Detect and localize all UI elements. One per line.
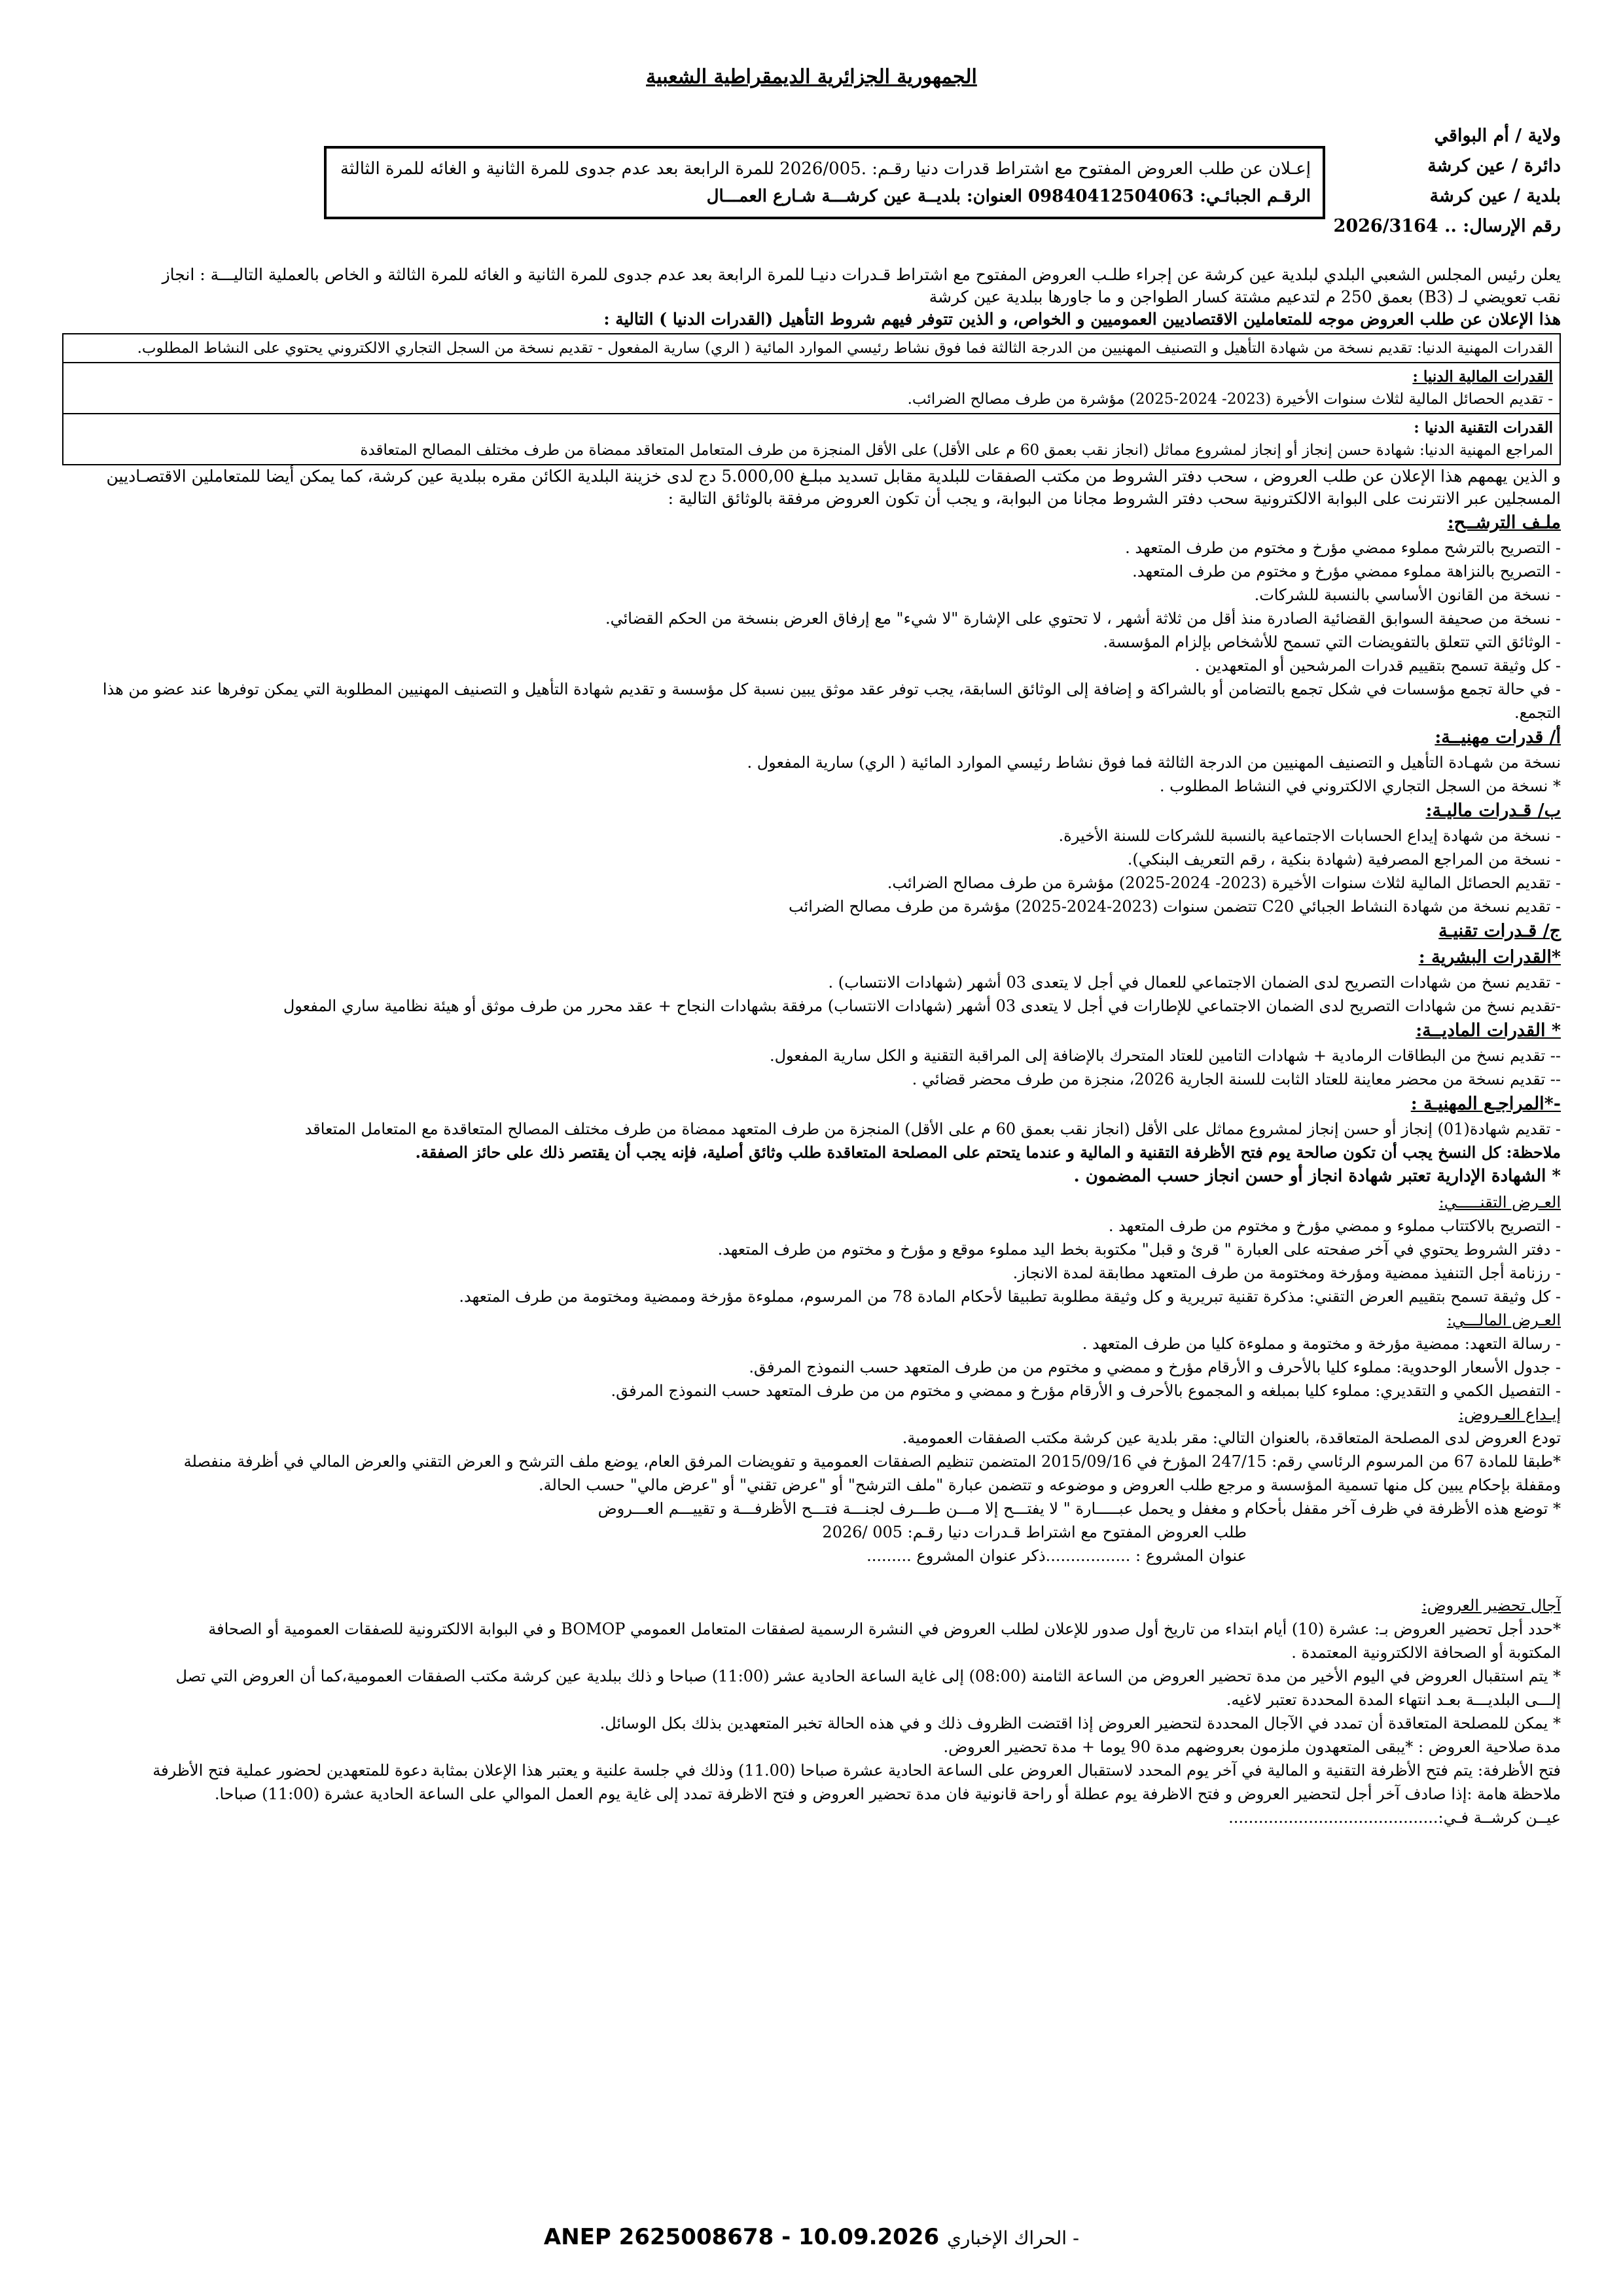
intro-line: نقب تعويضي لـ (B3) بعمق 250 م لتدعيم مشتة كسار الطواجن و ما جاورها ببلدية عين كرشة [929, 287, 1561, 306]
newspaper-name: الحراك الإخباري - [946, 2227, 1080, 2249]
list-item: -تقديم نسخ من شهادات التصريح لدى الضمان الاجتماعي للإطارات في أجل لا يتعدى 03 أشهر (شهادات الانتساب) مرفقة بشهادات النجاح + عقد محرر من طرف موثق أو هيئة نظامية ساري المفعول [283, 997, 1561, 1015]
list-item: - نسخة من المراجع المصرفية (شهادة بنكية ، رقم التعريف البنكي). [1127, 850, 1561, 869]
intro-line: يعلن رئيس المجلس الشعبي البلدي لبلدية عين كرشة عن إجراء طلـب العروض المفتوح مع اشتراط قـدرات دنيـا للمرة الرابعة بعد عدم جدوى للمرة الثانية و الغائه للمرة الثالثة و الخاص بالعملية التاليـــة : انجاز [162, 265, 1561, 284]
technical-title: ج/ قـدرات تقنيـة [1438, 921, 1561, 941]
withdrawal [62, 465, 1561, 510]
deposit-title: إيـداع العـروض: [1458, 1405, 1561, 1424]
list-item: * يمكن للمصلحة المتعاقدة أن تمدد في الآجال المحددة لتحضير العروض إذا اقتضت الظروف ذلك و في هذه الحالة تخبر المتعهدين بذلك بكل الوسائل. [599, 1714, 1561, 1732]
deadlines-title: آجال تحضير العروض: [1421, 1596, 1561, 1615]
note: * الشهادة الإدارية تعتبر شهادة انجاز أو حسن انجاز حسب المضمون . [1073, 1166, 1561, 1186]
opening: فتح الأظرفة: يتم فتح الأظرفة التقنية و المالية في آخر يوم المحدد لاستقبال العروض على الساعة الحادية عشرة صباحا (11.00) وذلك في جلسة علنية و يعتبر هذا الإعلان بمثابة دعوة للمتعهدين لحضور عملية فتح الأظرفة [152, 1761, 1561, 1780]
financial-qualifications-text: - تقديم الحصائل المالية لثلاث سنوات الأخيرة (2023- 2024-2025) مؤشرة من طرف مصالح الضرائب. [907, 391, 1553, 408]
list-item: - التصريح بالنزاهة مملوء ممضي مؤرخ و مختوم من طرف المتعهد. [1132, 562, 1561, 581]
republic-title: الجمهورية الجزائرية الديمقراطية الشعبية [646, 65, 977, 88]
list-item: *حدد أجل تحضير العروض بـ: عشرة (10) أيام ابتداء من تاريخ أول صدور للإعلان لطلب العروض في النشرة الرسمية لصفقات المتعامل العمومي BOMOP و في البوابة الالكترونية للصفقات العمومية أو الصحافة [208, 1620, 1561, 1638]
human-title: *القدرات البشرية : [1418, 947, 1561, 967]
reference-number: رقم الإرسال: .. 2026/3164 [1333, 216, 1561, 236]
footer [0, 2224, 1623, 2250]
professional-qualifications: القدرات المهنية الدنيا: تقديم نسخة من شهادة التأهيل و التصنيف المهنيين من الدرجة الثالثة فما فوق نشاط رئيسي الموارد المائية ( الري) سارية المفعول - تقديم نسخة من السجل التجاري الالكتروني يحتوي على النشاط المطلوب. [63, 334, 1560, 363]
list-item: * توضع هذه الأظرفة في ظرف آخر مقفل بأحكام و مغفل و يحمل عبـــــارة " لا يفتـــح إلا مـــن طـــرف لجنـــة فتـــح الأظرفـــة و تقييـــم العـــروض [597, 1499, 1561, 1518]
list-item: - تقديم نسخ من شهادات التصريح لدى الضمان الاجتماعي للعمال في أجل لا يتعدى 03 أشهر (شهادات الانتساب) . [828, 973, 1561, 992]
list-item: - رزنامة أجل التنفيذ ممضية ومؤرخة ومختومة من طرف المتعهد مطابقة لمدة الانجاز. [1012, 1264, 1561, 1282]
candidacy-list [62, 536, 1561, 725]
list-item: -- تقديم نسخة من محضر معاينة للعتاد الثابت للسنة الجارية 2026، منجزة من طرف محضر قضائي . [912, 1070, 1561, 1088]
list-item: - كل وثيقة تسمح بتقييم العرض التقني: مذكرة تقنية تبريرية و كل وثيقة مطلوبة تطبيقا لأحكام المادة 78 من المرسوم، مملوءة مؤرخة وممضية ومختومة من طرف المتعهد. [459, 1287, 1561, 1306]
list-item: - التصريح بالاكتتاب مملوء و ممضي مؤرخ و مختوم من طرف المتعهد . [1108, 1217, 1561, 1235]
financial-qualifications [63, 363, 1560, 414]
list-item: عنوان المشروع : .................ذكر عنوان المشروع ......... [866, 1547, 1247, 1565]
withdrawal-line: المسجلين عبر الانترنت على البوابة الالكترونية سحب دفتر الشروط مجانا من البوابة، و يجب أن تكون العروض مرفقة بالوثائق التالية : [668, 489, 1561, 508]
list-item: إلـــى البلديـــة بعـد انتهاء المدة المحددة تعتبر لاغيه. [1226, 1691, 1561, 1709]
candidacy-title: ملـف الترشــح: [1447, 512, 1561, 533]
list-item: - تقديم الحصائل المالية لثلاث سنوات الأخيرة (2023- 2024-2025) مؤشرة من طرف مصالح الضرائب. [887, 874, 1561, 892]
note: ملاحظة: كل النسخ يجب أن تكون صالحة يوم فتح الأظرفة التقنية و المالية و عندما يتحتم على المصلحة المتعاقدة طلب وثائق أصلية، فإنه يجب أن يقتصر ذلك على حائز الصفقة. [415, 1143, 1561, 1162]
list-item: -- تقديم نسخ من البطاقات الرمادية + شهادات التامين للعتاد المتحرك بالإضافة إلى المراقبة التقنية و الكل سارية المفعول. [769, 1047, 1561, 1065]
technical-offer-title: العـرض التقنـــــي: [1438, 1193, 1561, 1211]
list-item: - التصريح بالترشح مملوء ممضي مؤرخ و مختوم من طرف المتعهد . [1125, 539, 1561, 557]
list-item: - تقديم شهادة(01) إنجاز أو حسن إنجاز لمشروع مماثل على الأقل (انجاز نقب بعمق 60 م على الأقل) المنجزة من طرف المتعهد ممضاة من طرف مختلف المصالح المتعاقدة مع المتعامل المتعاقد [304, 1120, 1561, 1138]
daira: دائرة / عين كرشة [1427, 156, 1561, 176]
material-title: * القدرات الماديــة: [1416, 1020, 1561, 1041]
financial-qualifications-title: القدرات المالية الدنيا : [1412, 368, 1553, 386]
list-item: - جدول الأسعار الوحدوية: مملوء كليا بالأحرف و الأرقام مؤرخ و ممضي و مختوم من من طرف المتعهد حسب النموذج المرفق. [749, 1358, 1561, 1376]
list-item: المكتوبة أو الصحافة الالكترونية المعتمدة . [1291, 1643, 1561, 1662]
technical-qualifications-title: القدرات التقنية الدنيا : [1414, 419, 1553, 437]
list-item: - دفتر الشروط يحتوي في آخر صفحته على العبارة " قرئ و قبل" مكتوبة بخط اليد مملوء موقع و مؤرخ و مختوم من طرف المتعهد. [717, 1240, 1561, 1259]
technical-qualifications-text: المراجع المهنية الدنيا: شهادة حسن إنجاز أو إنجاز لمشروع مماثل (انجاز نقب بعمق 60 م على الأقل) على الأقل المنجزة من طرف المتعامل المتعاقد ممضاة من طرف مختلف المصالح المتعاقدة [360, 442, 1553, 459]
list-item: ومقفلة بإحكام يبين كل منها تسمية المؤسسة و مرجع طلب العروض و موضوعه و تتضمن عبارة "ملف الترشح" أو "عرض تقني" أو "عرض مالي" حسب الحالة. [539, 1476, 1561, 1494]
admin-info [1334, 121, 1561, 242]
professional-title: أ/ قدرات مهنيــة: [1435, 727, 1561, 747]
place-date: عيــن كرشــة فـي:.......................................... [1228, 1808, 1561, 1827]
wilaya: ولاية / أم البواقي [1434, 126, 1561, 146]
list-item: * نسخة من السجل التجاري الالكتروني في النشاط المطلوب . [1159, 777, 1561, 795]
list-item: - في حالة تجمع مؤسسات في شكل تجمع بالتضامن أو بالشراكة و إضافة إلى الوثائق السابقة، يجب توفر عقد موثق يبين نسبة كل مؤسسة و تقديم شهادة التأهيل و التصنيف المهنيين المطلوبة التي يمكن توفرها عند عضو من هذا التجمع. [102, 680, 1561, 722]
notice-title: إعـلان عن طلب العروض المفتوح مع اشتراط قدرات دنيا رقـم: .2026/005 للمرة الرابعة بعد عدم جدوى للمرة الثانية و الغائه للمرة الثالثة [340, 159, 1311, 179]
list-item: *طبقا للمادة 67 من المرسوم الرئاسي رقم: 247/15 المؤرخ في 2015/09/16 المتضمن تنظيم الصفقات العمومية و تفويضات المرفق العام، يوضع ملف الترشح و العرض التقني والعرض المالي في أظرفة منفصلة [183, 1452, 1561, 1471]
list-item: - كل وثيقة تسمح بتقييم قدرات المرشحين أو المتعهدين . [1194, 656, 1561, 675]
commune: بلدية / عين كرشة [1429, 186, 1561, 206]
list-item: نسخة من شهـادة التأهيل و التصنيف المهنيين من الدرجة الثالثة فما فوق نشاط رئيسي الموارد المائية ( الري) سارية المفعول . [747, 753, 1561, 772]
financial-offer-title: العـرض المالـــي: [1446, 1311, 1561, 1329]
withdrawal-line: و الذين يهمهم هذا الإعلان عن طلب العروض ، سحب دفتر الشروط من مكتب الصفقات للبلدية مقابل تسديد مبلـغ 5.000,00 دج لدى خزينة البلدية الكائن مقره ببلدية عين كرشة، كما يمكن أيضا للمتعاملين الاقتصـاديين [106, 467, 1561, 486]
list-item: - رسالة التعهد: ممضية مؤرخة و مختومة و مملوءة كليا من طرف المتعهد . [1082, 1335, 1561, 1353]
list-item: * يتم استقبال العروض في اليوم الأخير من مدة تحضير العروض من الساعة الثامنة (08:00) إلى غاية الساعة الحادية عشر (11:00) صباحا و ذلك ببلدية عين كرشة مكتب الصفقات العمومية،كما أن العروض التي تصل [175, 1667, 1561, 1685]
list-item: - تقديم نسخة من شهادة النشاط الجبائي C20 تتضمن سنوات (2023-2024-2025) مؤشرة من طرف مصالح الضرائب [788, 897, 1561, 916]
important-note: ملاحظة هامة :إذا صادف آخر أجل لتحضير العروض و فتح الاظرفة يوم عطلة أو راحة قانونية فان مدة تحضير العروض و فتح الاظرفة تمدد إلى غاية يوم العمل الموالي على الساعة الحادية عشرة (11:00) صباحا. [214, 1785, 1561, 1803]
qualifications-box [62, 333, 1561, 465]
list-item: - نسخة من صحيفة السوابق القضائية الصادرة منذ أقل من ثلاثة أشهر ، لا تحتوي على الإشارة "لا شيء" مع إرفاق العرض بنسخة من الحكم القضائي. [605, 609, 1561, 628]
validity: مدة صلاحية العروض : *يبقى المتعهدون ملزمون بعروضهم مدة 90 يوما + مدة تحضير العروض. [943, 1738, 1561, 1756]
notice-box [324, 146, 1325, 219]
list-item: - التفصيل الكمي و التقديري: مملوء كليا بمبلغه و المجموع بالأحرف و الأرقام مؤرخ و ممضي و مختوم من من طرف المتعهد حسب النموذج المرفق. [611, 1382, 1561, 1400]
notice-tax-address: الرقـم الجبائـي: 09840412504063 العنوان: بلديــة عين كرشـــة شـارع العمـــال [706, 187, 1311, 206]
intro-line: هذا الإعلان عن طلب العروض موجه للمتعاملين الاقتصاديين العموميين و الخواص، و الذين تتوفر فيهم شروط التأهيل (القدرات الدنيا ) التالية : [603, 310, 1561, 329]
anep-ref: ANEP 2625008678 - 10.09.2026 [543, 2224, 940, 2250]
technical-qualifications [63, 414, 1560, 464]
list-item: - نسخة من القانون الأساسي بالنسبة للشركات. [1254, 586, 1561, 604]
list-item: تودع العروض لدى المصلحة المتعاقدة، بالعنوان التالي: مقر بلدية عين كرشة مكتب الصفقات العمومية. [902, 1429, 1561, 1447]
list-item: - نسخة من شهادة إيداع الحسابات الاجتماعية بالنسبة للشركات للسنة الأخيرة. [1058, 827, 1561, 845]
header-block [62, 95, 1561, 259]
list-item: طلب العروض المفتوح مع اشتراط قـدرات دنيا رقـم: 005 /2026 [822, 1523, 1247, 1541]
financial-title: ب/ قـدرات ماليـة: [1425, 800, 1561, 821]
refs-title: -*المراجـع المهنيـة : [1410, 1094, 1561, 1114]
intro [62, 264, 1561, 331]
list-item: - الوثائق التي تتعلق بالتفويضات التي تسمح للأشخاص بإلزام المؤسسة. [1103, 633, 1561, 651]
